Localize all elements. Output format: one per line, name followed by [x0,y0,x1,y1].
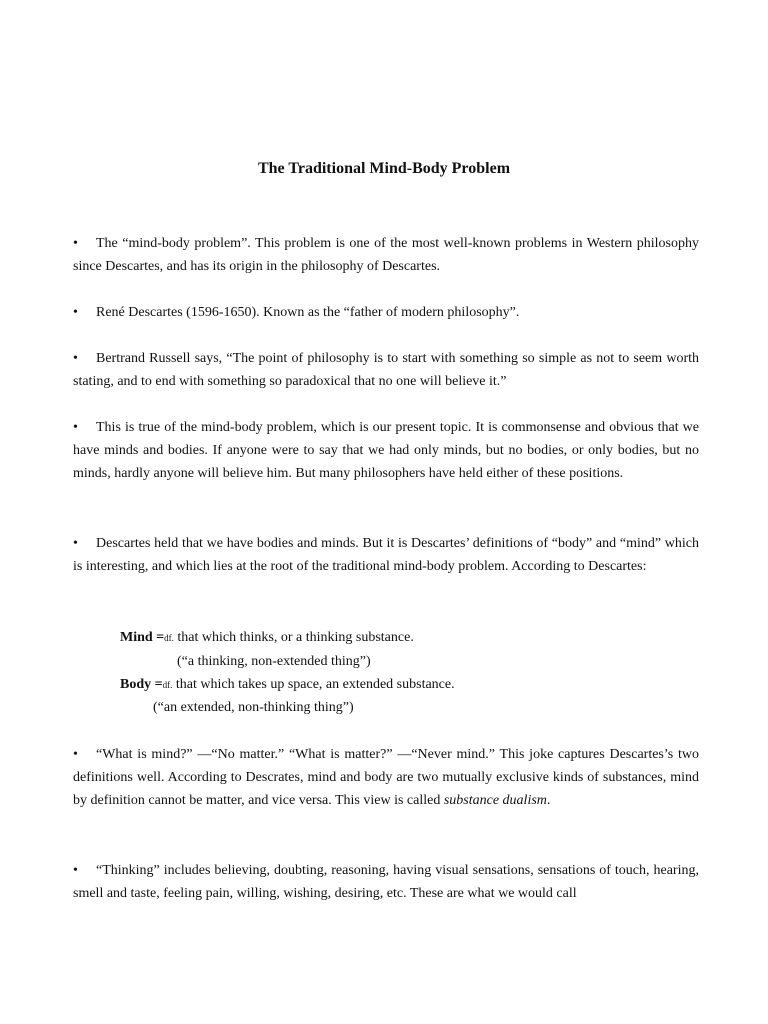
bullet-point: • [73,305,78,320]
emphasis-term: substance dualism [443,793,547,808]
definition-df: df. [164,633,174,643]
definition-mind-gloss: (“a thinking, non-extended thing”) [177,654,371,669]
bullet-point: • [73,536,78,551]
paragraph-text: René Descartes (1596-1650). Known as the “father of modern philosophy”. [96,305,520,320]
definition-term: Mind = [120,630,165,645]
paragraph-6 [73,743,699,812]
period: . [546,793,551,808]
definition-df: df. [162,680,173,690]
bullet-point: • [73,863,78,878]
bullet-point: • [73,236,78,251]
definition-text: that which takes up space, an extended substance. [172,677,455,692]
paragraph-2 [73,301,699,324]
paragraph-5 [73,532,699,578]
definition-text: that which thinks, or a thinking substance. [173,630,414,645]
page-title: The Traditional Mind-Body Problem [257,160,511,177]
definition-body [120,673,455,697]
bullet-point: • [73,420,78,435]
definition-term: Body = [120,677,163,692]
paragraph-7 [73,859,699,905]
definition-mind [120,626,414,650]
definition-body-gloss: (“an extended, non-thinking thing”) [153,700,354,715]
paragraph-text: This is true of the mind-body problem, which is our present topic. It is commonsense and obvious that we have minds and bodies. If anyone were to say that we had only minds, but no bodies, or only bodies, but no minds, hardly anyone will believe him. But many philosophers have held either of these positions. [73,420,699,481]
paragraph-text: Bertrand Russell says, “The point of philosophy is to start with something so simple as not to seem worth stating, and to end with something so paradoxical that no one will believe it.” [73,351,699,389]
paragraph-1 [73,232,699,278]
bullet-point: • [73,351,78,366]
paragraph-4 [73,416,699,485]
paragraph-text: “What is mind?” —“No matter.” “What is matter?” —“Never mind.” This joke captures Descartes’s two definitions well. According to Descrates, mind and body are two mutually exclusive kinds of substances, mind by definition cannot be matter, and vice versa. This view is called [73,747,699,808]
bullet-point: • [73,747,78,762]
paragraph-3 [73,347,699,393]
paragraph-text: “Thinking” includes believing, doubting, reasoning, having visual sensations, sensations of touch, hearing, smell and taste, feeling pain, willing, wishing, desiring, etc. These are what we would call [73,863,699,901]
paragraph-text: The “mind-body problem”. This problem is one of the most well-known problems in Western philosophy since Descartes, and has its origin in the philosophy of Descartes. [73,236,699,274]
paragraph-text: Descartes held that we have bodies and minds. But it is Descartes’ definitions of “body” and “mind” which is interesting, and which lies at the root of the traditional mind-body problem. According to Descartes: [73,536,699,574]
